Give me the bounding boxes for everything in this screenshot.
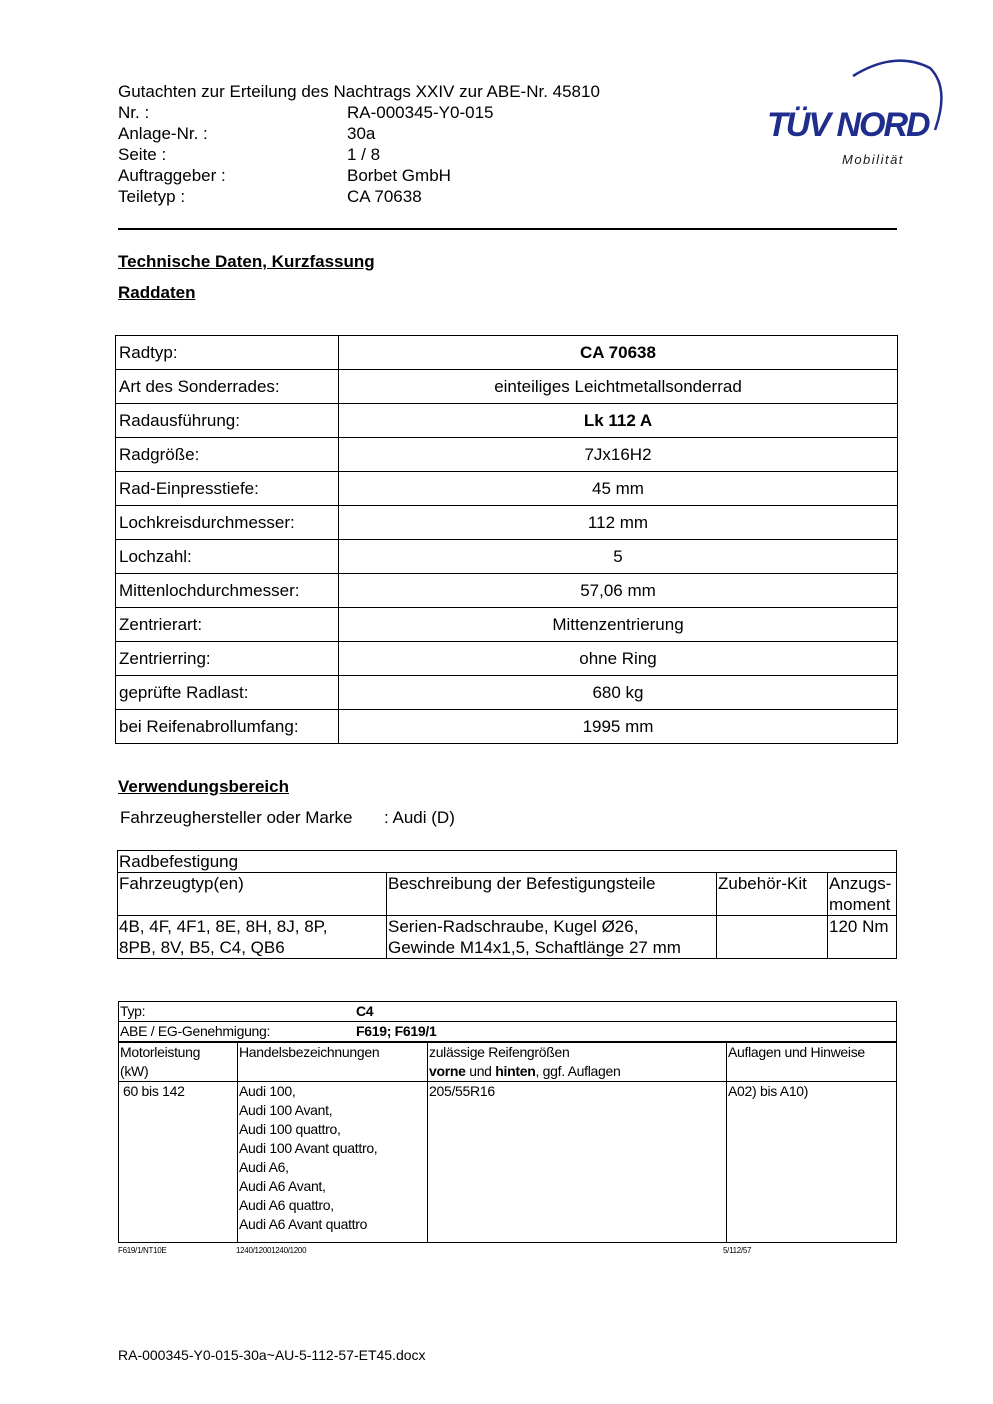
header-motorleistung: Motorleistung (kW)	[119, 1042, 238, 1082]
header-reifengroessen	[428, 1042, 727, 1082]
table-row	[116, 370, 898, 404]
code-small-3: 5/112/57	[723, 1246, 752, 1255]
footer-filename: RA-000345-Y0-015-30a~AU-5-112-57-ET45.docx	[118, 1347, 426, 1363]
logo-brand-text: TÜV NORD	[767, 106, 929, 144]
befestigung-header-moment: Anzugs- moment	[828, 873, 897, 916]
befestigung-title: Radbefestigung	[118, 851, 897, 873]
header-value: RA-000345-Y0-015	[347, 103, 494, 122]
table-row	[116, 574, 898, 608]
befestigung-header-beschreibung: Beschreibung der Befestigungsteile	[387, 873, 717, 916]
verwendung-title: Verwendungsbereich	[118, 777, 289, 796]
header-label: Anlage-Nr. :	[118, 124, 208, 143]
header-value: 30a	[347, 124, 376, 143]
befestigung-beschreibung: Serien-Radschraube, Kugel Ø26, Gewinde M14x1,5, Schaftlänge 27 mm	[387, 916, 717, 959]
code-small-2: 1240/12001240/1200	[236, 1246, 307, 1255]
reifen-header-line1: zulässige Reifengrößen	[429, 1044, 570, 1060]
raddaten-value: 45 mm	[339, 472, 898, 506]
raddaten-value: 7Jx16H2	[339, 438, 898, 472]
section-subtitle: Raddaten	[118, 283, 196, 302]
raddaten-label: Mittenlochdurchmesser:	[116, 574, 339, 608]
table-row	[119, 1082, 897, 1243]
logo-subtitle-text: Mobilität	[842, 152, 904, 167]
befestigung-kit	[717, 916, 828, 959]
row-reifen: 205/55R16	[428, 1082, 727, 1243]
raddaten-value: CA 70638	[339, 336, 898, 370]
reifen-header-vorne: vorne	[429, 1063, 466, 1079]
raddaten-value: 57,06 mm	[339, 574, 898, 608]
raddaten-value: 1995 mm	[339, 710, 898, 744]
reifen-header-rest: , ggf. Auflagen	[535, 1063, 621, 1079]
header-field-nr	[0, 102, 700, 123]
raddaten-value: 5	[339, 540, 898, 574]
table-row	[116, 336, 898, 370]
header-field-teiletyp	[0, 186, 700, 207]
hersteller-line	[120, 808, 455, 828]
table-row	[116, 642, 898, 676]
hersteller-label: Fahrzeughersteller oder Marke	[120, 808, 353, 827]
abe-value: F619; F619/1	[356, 1023, 437, 1039]
table-row	[116, 540, 898, 574]
logo-arc-icon	[765, 58, 945, 173]
table-row	[116, 404, 898, 438]
header-field-anlage	[0, 123, 700, 144]
abe-label: ABE / EG-Genehmigung:	[120, 1023, 271, 1039]
raddaten-value: ohne Ring	[339, 642, 898, 676]
row-motorleistung: 60 bis 142	[119, 1082, 238, 1243]
header-value: CA 70638	[347, 187, 422, 206]
befestigung-typen: 4B, 4F, 4F1, 8E, 8H, 8J, 8P, 8PB, 8V, B5, C4, QB6	[118, 916, 387, 959]
table-row	[116, 710, 898, 744]
typ-row	[119, 1002, 897, 1022]
header-fields	[0, 102, 700, 207]
raddaten-value: 680 kg	[339, 676, 898, 710]
reifen-header-und: und	[465, 1063, 496, 1079]
raddaten-label: Zentrierart:	[116, 608, 339, 642]
befestigung-header-kit: Zubehör-Kit	[717, 873, 828, 916]
typ-label: Typ:	[120, 1003, 146, 1019]
abe-row	[119, 1022, 897, 1043]
raddaten-label: Radtyp:	[116, 336, 339, 370]
raddaten-label: Radausführung:	[116, 404, 339, 438]
header-field-auftraggeber	[0, 165, 700, 186]
befestigung-moment: 120 Nm	[828, 916, 897, 959]
document-title: Gutachten zur Erteilung des Nachtrags XXIV zur ABE-Nr. 45810	[118, 82, 600, 101]
raddaten-value: 112 mm	[339, 506, 898, 540]
raddaten-label: geprüfte Radlast:	[116, 676, 339, 710]
header-label: Auftraggeber :	[118, 166, 226, 185]
raddaten-label: bei Reifenabrollumfang:	[116, 710, 339, 744]
typ-table	[118, 1001, 897, 1243]
header-label: Seite :	[118, 145, 167, 164]
raddaten-label: Rad-Einpresstiefe:	[116, 472, 339, 506]
raddaten-table	[115, 335, 898, 744]
header-value: 1 / 8	[347, 145, 381, 164]
header-value: Borbet GmbH	[347, 166, 451, 185]
table-row	[116, 506, 898, 540]
header-field-seite	[0, 144, 700, 165]
header-auflagen: Auflagen und Hinweise	[727, 1042, 897, 1082]
typ-value: C4	[356, 1003, 374, 1019]
table-row	[116, 608, 898, 642]
code-small-1: F619/1/NT10E	[118, 1246, 167, 1255]
reifen-header-hinten: hinten	[495, 1063, 536, 1079]
section-title: Technische Daten, Kurzfassung	[118, 252, 375, 271]
header-divider	[118, 228, 897, 230]
befestigung-table	[117, 850, 897, 959]
raddaten-value: Mittenzentrierung	[339, 608, 898, 642]
befestigung-header-typen: Fahrzeugtyp(en)	[118, 873, 387, 916]
row-handelsbezeichnungen: Audi 100, Audi 100 Avant, Audi 100 quattro, Audi 100 Avant quattro, Audi A6, Audi A6 Avant, Audi A6 quattro, Audi A6 Avant quattro	[238, 1082, 428, 1243]
table-row	[118, 916, 897, 959]
raddaten-value: Lk 112 A	[339, 404, 898, 438]
row-auflagen: A02) bis A10)	[727, 1082, 897, 1243]
hersteller-value: : Audi (D)	[384, 808, 455, 827]
raddaten-label: Radgröße:	[116, 438, 339, 472]
raddaten-label: Zentrierring:	[116, 642, 339, 676]
header-label: Nr. :	[118, 103, 150, 122]
raddaten-value: einteiliges Leichtmetallsonderrad	[339, 370, 898, 404]
raddaten-label: Lochkreisdurchmesser:	[116, 506, 339, 540]
table-row	[116, 676, 898, 710]
header-handelsbezeichnungen: Handelsbezeichnungen	[238, 1042, 428, 1082]
raddaten-label: Art des Sonderrades:	[116, 370, 339, 404]
table-row	[116, 472, 898, 506]
table-row	[116, 438, 898, 472]
raddaten-label: Lochzahl:	[116, 540, 339, 574]
header-label: Teiletyp :	[118, 187, 186, 206]
tuev-nord-logo	[765, 58, 945, 173]
